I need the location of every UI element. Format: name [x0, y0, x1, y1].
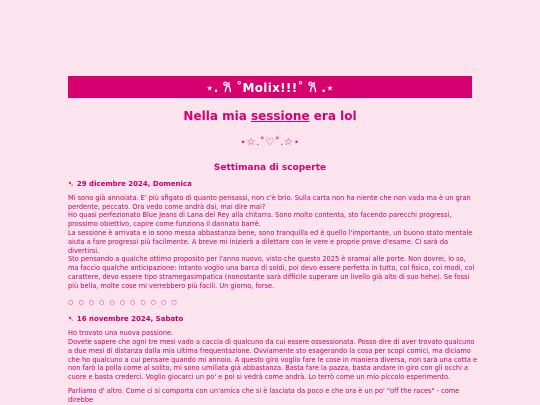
entry-paragraph: Ho trovato una nuova passione.: [68, 329, 174, 338]
blog-title: ⋆. 𐙚 ˚Molix!!!˚ 𐙚 .⋆: [205, 80, 335, 95]
sessione-link[interactable]: sessione: [250, 109, 310, 123]
entry-date: [68, 315, 478, 324]
entry-divider: ○ ○ ○ ○ ○ ○ ○ ○ ○ ○ ○: [68, 298, 179, 306]
entry-date-text: 16 novembre 2024, Sabato: [76, 315, 184, 324]
arrow-icon: ➷: [68, 180, 74, 188]
blog-title-banner: [68, 76, 472, 98]
subtitle-suffix: era lol: [309, 109, 357, 123]
entry: [68, 180, 478, 291]
entry: [68, 315, 478, 404]
entry-paragraph: Parliamo d' altro. Come ci si comporta con un'amica che si è lasciata da poco e che ora è un po' "off the races" - come direbbe: [68, 386, 460, 404]
blog-subtitle: [0, 109, 540, 123]
subtitle-prefix: Nella mia: [183, 109, 251, 123]
blog-content: [68, 180, 478, 405]
decorative-stars: ⋆☆.˚♡˚.☆⋆: [239, 137, 301, 148]
arrow-icon: ➷: [68, 315, 74, 324]
section-title: Settimana di scoperte: [213, 163, 327, 173]
entry-paragraph: Dovete sapere che ogni tre mesi vado a caccia di qualcuno da cui essere ossessionata. Posso dire di aver trovato qualcuno a due mesi di distanza dalla mia ultima frequentazione. Ovviamente sto esagerando la cosa per scopi comici, ma diciamo che ho qualcuno a cui pensare quando mi annoio. A questo giro voglio fare le cose in maniera diversa, non sarà una cotta e non farò la polla come al solito, mi sono umiliata già abbastanza. Basta fare la pazza, basta andare in giro con gli occhi a cuore e basta crederci. Voglio giocarci un po' e poi si vedrà come andrà. Lo terrò come un mio piccolo esperimento.: [68, 337, 478, 382]
entry-date: [68, 180, 478, 189]
entry-date-text: 29 dicembre 2024, Domenica: [76, 180, 192, 188]
entry-paragraph: Mi sono già annoiata. E' più sfigato di quanto pensassi, non c'è brio. Sulla carta non ha niente che non vada ma è un gran perdente, peccato. Ora vedo come andrà dai, mai dire mai?: [68, 193, 471, 211]
entry-paragraph: Sto pensando a qualche ottimo proposito per l'anno nuovo, visto che questo 2025 è oramai alle porte. Non dovrei, lo so, ma faccio qualche anticipazione: intanto voglio una barca di soldi, poi devo essere perfetta in tutto, col fisico, coi modi, col carattere, devo essere tipo stramegasimpatica (nonostante sarà difficile superare un livello già alto di suo hehe). Se fossi più bella, molte cose mi verrebbero più facili. Un giorno, forse.: [68, 255, 475, 290]
entry-paragraph: Ho quasi perfezionato Blue Jeans di Lana del Rey alla chitarra. Sono molto contenta, sto facendo parecchi progressi, prossimo obiettivo, capire come funziona il dannato barrè.: [68, 211, 452, 229]
entry-paragraph: La sessione è arrivata e io sono messa abbastanza bene, sono tranquilla ed è quello l'importante, un buono stato mentale aiuta a fare progressi più facilmente. A breve mi inizierò a dilettare con le vere e proprie prove d'esame. Ci sarà da divertirsi.: [68, 228, 473, 255]
